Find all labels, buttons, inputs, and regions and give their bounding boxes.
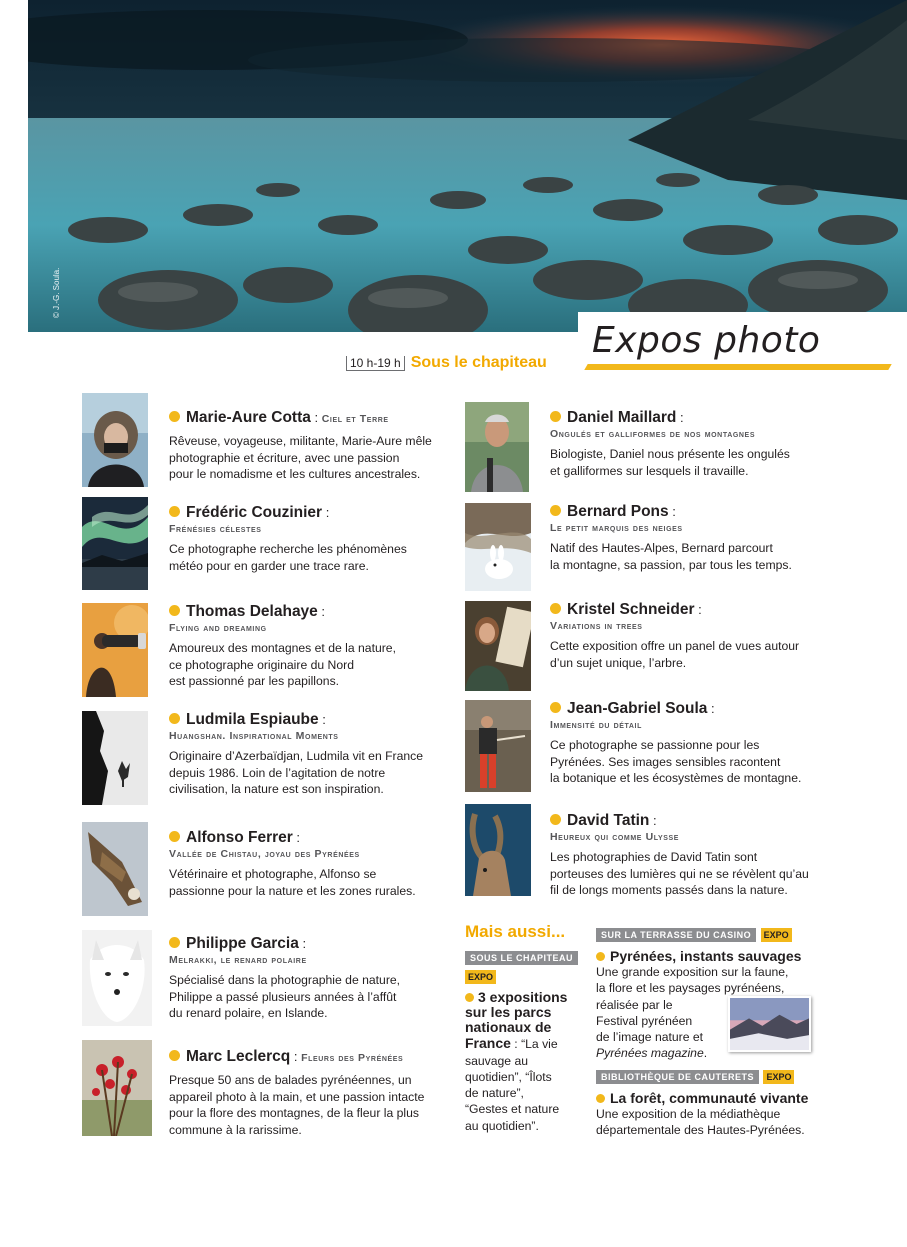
bullet-icon: [169, 1050, 180, 1061]
ibex-photo: [465, 804, 531, 896]
exhibit-title: Vallée de Chistau, joyau des Pyrénées: [169, 848, 360, 860]
bullet-icon: [169, 411, 180, 422]
exhibit-description: Natif des Hautes-Alpes, Bernard parcourt la montagne, sa passion, par tous les temps.: [550, 541, 792, 572]
exhibit-description: Les photographies de David Tatin sont porteuses des lumières qui ne se révèlent qu’au fil de longs moments passés dans la nature.: [550, 850, 809, 897]
bullet-icon: [169, 713, 180, 724]
photographer-name: Marc Leclercq: [186, 1048, 291, 1065]
eagle-photo: [82, 822, 148, 916]
venue-tag: SOUS LE CHAPITEAU: [465, 951, 578, 965]
exhibit-title: Melrakki, le renard polaire: [169, 954, 307, 966]
exhibit-description: Biologiste, Daniel nous présente les ongulés et galliformes sur lesquels il travaille.: [550, 447, 790, 478]
venue-label: Sous le chapiteau: [410, 354, 547, 371]
portrait-photo: [465, 402, 529, 492]
photographer-name: Daniel Maillard: [567, 409, 677, 426]
photo-credit: © J.-G. Soula.: [52, 267, 61, 318]
bullet-icon: [465, 993, 474, 1002]
expo-tag: EXPO: [763, 1070, 794, 1084]
bullet-icon: [169, 937, 180, 948]
hare-photo: [465, 503, 531, 591]
venue-tag: SUR LA TERRASSE DU CASINO: [596, 928, 756, 942]
photographer-name: Alfonso Ferrer: [186, 829, 293, 846]
exhibit-description: Ce photographe recherche les phénomènes météo pour en garder une trace rare.: [169, 542, 407, 573]
exhibit-title: Le petit marquis des neiges: [550, 522, 683, 534]
bullet-icon: [596, 1094, 605, 1103]
exhibit-description: Presque 50 ans de balades pyrénéennes, un appareil photo à la main, et une passion intacte pour la flore des montagnes, de la fleur la plus commune à la rarissime.: [169, 1073, 425, 1137]
exhibit-description: Une grande exposition sur la faune, la flore et les paysages pyrénéens, réalisée par le Festival pyrénéen de l’image nature et Pyrénées magazine.: [596, 965, 789, 1061]
photographer-name: Philippe Garcia: [186, 935, 299, 952]
exhibit-description: Ce photographe se passionne pour les Pyrénées. Ses images sensibles racontent la botanique et les écosystèmes de montagne.: [550, 738, 802, 785]
portrait-photo: [465, 601, 531, 691]
expo-tag: EXPO: [761, 928, 792, 942]
bullet-icon: [596, 952, 605, 961]
exhibit-description: Originaire d’Azerbaïdjan, Ludmila vit en France depuis 1986. Loin de l’agitation de notre civilisation, la nature est son inspiration.: [169, 749, 424, 796]
exhibit-title: Flying and dreaming: [169, 622, 267, 634]
mais-aussi-title: Mais aussi...: [465, 922, 566, 941]
bullet-icon: [169, 831, 180, 842]
exhibit-title: Heureux qui comme Ulysse: [550, 831, 680, 843]
photographer-name: Thomas Delahaye: [186, 603, 318, 620]
mountain-photo: [82, 711, 148, 805]
photographer-name: Frédéric Couzinier: [186, 504, 323, 521]
bullet-icon: [550, 702, 561, 713]
bullet-icon: [550, 411, 561, 422]
bullet-icon: [169, 605, 180, 616]
photographer-name: Jean-Gabriel Soula: [567, 700, 708, 717]
schedule: [346, 354, 547, 372]
photographer-photo: [465, 700, 531, 792]
title-underline: [584, 364, 891, 370]
exhibit-title: La forêt, communauté vivante: [610, 1090, 809, 1106]
exhibit-title: Variations in trees: [550, 620, 643, 632]
mountain-thumbnail: [728, 996, 811, 1052]
exhibit-description: Spécialisé dans la photographie de nature, Philippe a passé plusieurs années à l’affût du renard polaire, en Islande.: [169, 973, 401, 1020]
aurora-photo: [82, 497, 148, 590]
mais-aussi-description: 3 expositions sur les parcs nationaux de France : “La vie sauvage au quotidien”, “Îlots de nature”, “Gestes et nature au quotidien”.: [465, 989, 568, 1133]
bullet-icon: [169, 506, 180, 517]
page-title: Expos photo: [592, 320, 821, 361]
mais-aussi-section: [465, 922, 583, 1134]
exhibit-title: Pyrénées, instants sauvages: [610, 948, 802, 964]
photographer-name: Marie-Aure Cotta: [186, 409, 311, 426]
bullet-icon: [550, 814, 561, 825]
hero-photo: [28, 0, 907, 332]
bullet-icon: [550, 505, 561, 516]
bibliotheque-section: [596, 1067, 816, 1139]
photographer-photo: [82, 603, 148, 697]
exhibit-description: Cette exposition offre un panel de vues autour d’un sujet unique, l’arbre.: [550, 639, 800, 670]
exhibit-title: Fleurs des Pyrénées: [301, 1052, 404, 1064]
exhibit-title: Frénésies célestes: [169, 523, 262, 535]
exhibit-description: Amoureux des montagnes et de la nature, ce photographe originaire du Nord est passionné par les papillons.: [169, 641, 396, 688]
exhibit-description: Rêveuse, voyageuse, militante, Marie-Aure mêle photographie et écriture, avec une passion pour le nomadisme et les cultures ancestrales.: [169, 434, 432, 481]
exhibit-title: Immensité du détail: [550, 719, 642, 731]
exhibit-title: Ongulés et galliformes de nos montagnes: [550, 428, 756, 440]
exhibit-description: Une exposition de la médiathèque départementale des Hautes-Pyrénées.: [596, 1107, 805, 1138]
arctic-fox-photo: [82, 930, 152, 1026]
bullet-icon: [550, 603, 561, 614]
photographer-name: Ludmila Espiaube: [186, 711, 319, 728]
portrait-photo: [82, 393, 148, 487]
exhibit-description: Vétérinaire et photographe, Alfonso se passionne pour la nature et les zones rurales.: [169, 867, 416, 898]
photographer-name: Kristel Schneider: [567, 601, 695, 618]
expo-tag: EXPO: [465, 970, 496, 984]
venue-tag: BIBLIOTHÈQUE DE CAUTERETS: [596, 1070, 759, 1084]
hours-badge: 10 h-19 h: [346, 356, 405, 371]
photographer-name: David Tatin: [567, 812, 650, 829]
flower-photo: [82, 1040, 152, 1136]
exhibit-title: Huangshan. Inspirational Moments: [169, 730, 339, 742]
exhibit-title: Ciel et Terre: [321, 413, 389, 425]
photographer-name: Bernard Pons: [567, 503, 669, 520]
